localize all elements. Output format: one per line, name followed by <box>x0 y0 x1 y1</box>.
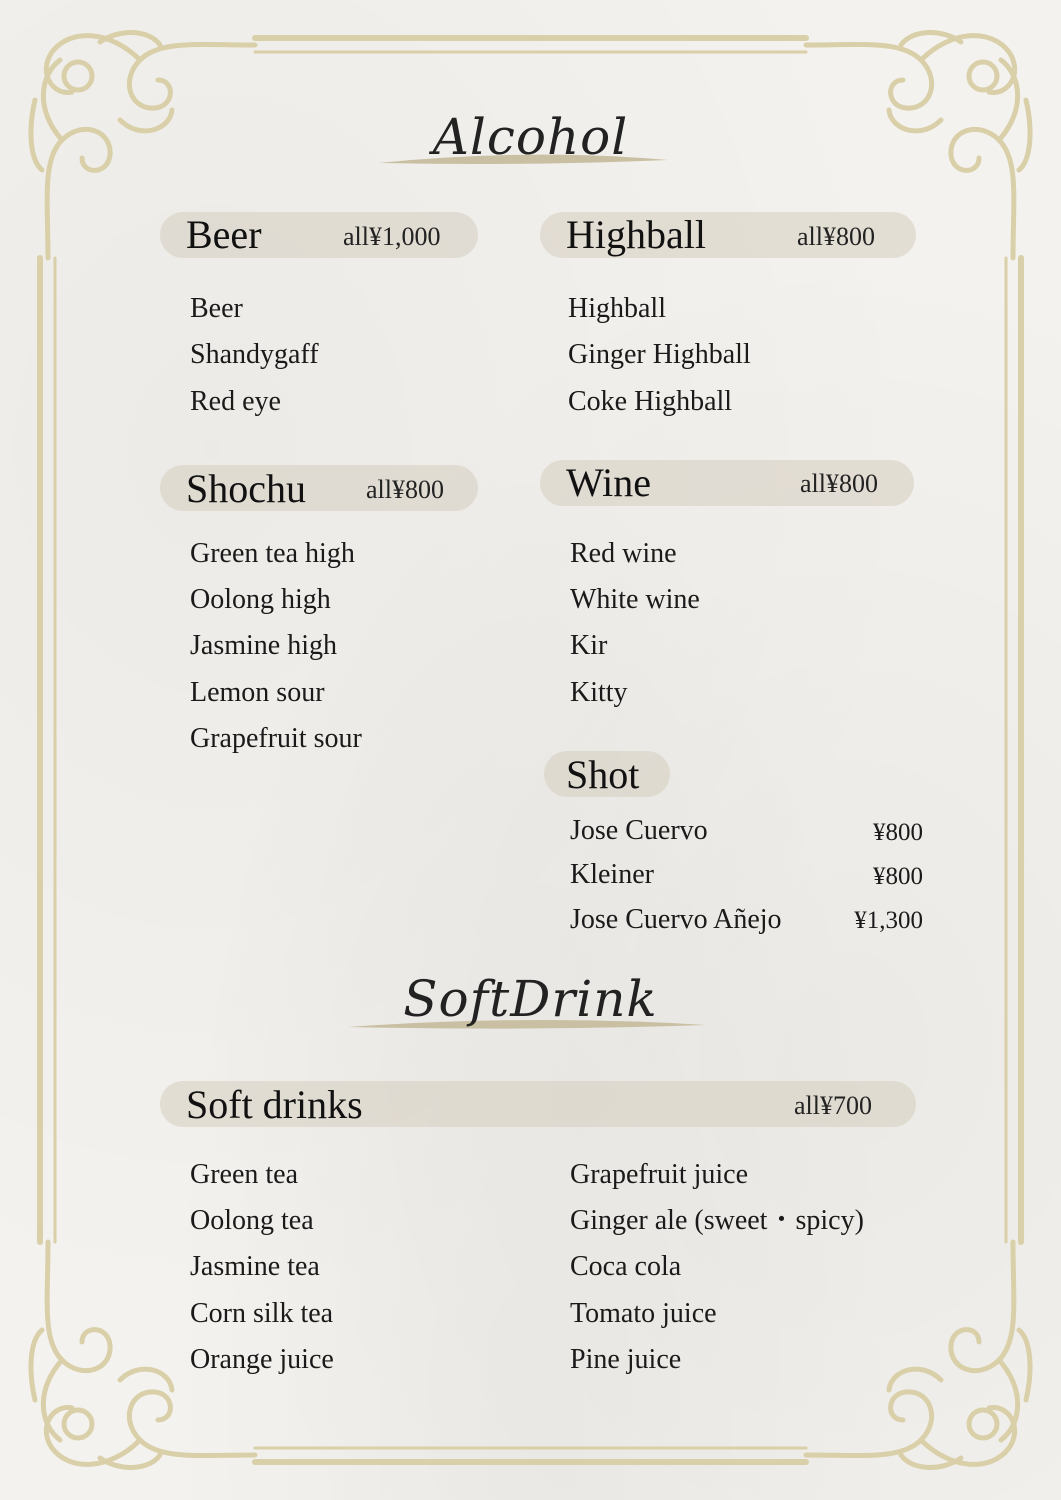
list-item: Corn silk tea <box>190 1298 334 1329</box>
softdrink-title: SoftDrink <box>403 970 658 1028</box>
list-item: Lemon sour <box>190 677 325 708</box>
list-item: Kleiner <box>570 859 654 890</box>
list-item: Kitty <box>570 677 628 708</box>
list-item: White wine <box>570 584 700 615</box>
list-item: Coca cola <box>570 1251 682 1282</box>
soft-drinks-category-price: all¥700 <box>794 1091 872 1120</box>
wine-category-name: Wine <box>566 460 652 505</box>
soft-drinks-category-name: Soft drinks <box>186 1082 363 1127</box>
shot-category-name: Shot <box>566 752 640 797</box>
list-item: Jasmine high <box>190 630 337 661</box>
list-item: Highball <box>568 293 666 324</box>
list-item: Jose Cuervo Añejo <box>570 904 782 935</box>
shochu-category-price: all¥800 <box>366 475 444 504</box>
list-item: Beer <box>190 293 243 324</box>
list-item: Red wine <box>570 538 677 569</box>
beer-category-name: Beer <box>186 212 262 257</box>
highball-category-price: all¥800 <box>797 222 875 251</box>
highball-category-name: Highball <box>566 212 706 257</box>
wine-category-price: all¥800 <box>800 469 878 498</box>
list-item: Jasmine tea <box>190 1251 320 1282</box>
list-item: Jose Cuervo <box>570 815 708 846</box>
item-price: ¥800 <box>873 863 923 890</box>
list-item: Shandygaff <box>190 339 319 370</box>
list-item: Oolong tea <box>190 1205 314 1236</box>
list-item: Kir <box>570 630 608 661</box>
beer-category-price: all¥1,000 <box>343 222 441 251</box>
item-price: ¥800 <box>873 819 923 846</box>
list-item: Green tea <box>190 1159 299 1190</box>
list-item: Green tea high <box>190 538 355 569</box>
list-item: Ginger ale (sweet・spicy) <box>570 1205 864 1236</box>
list-item: Tomato juice <box>570 1298 717 1329</box>
list-item: Grapefruit sour <box>190 723 362 754</box>
item-price: ¥1,300 <box>854 907 923 934</box>
list-item: Ginger Highball <box>568 339 751 370</box>
shochu-category-name: Shochu <box>186 466 306 511</box>
list-item: Coke Highball <box>568 386 733 417</box>
list-item: Pine juice <box>570 1344 682 1375</box>
list-item: Oolong high <box>190 584 331 615</box>
alcohol-title: Alcohol <box>432 108 629 166</box>
list-item: Red eye <box>190 386 281 417</box>
list-item: Grapefruit juice <box>570 1159 749 1190</box>
list-item: Orange juice <box>190 1344 334 1375</box>
